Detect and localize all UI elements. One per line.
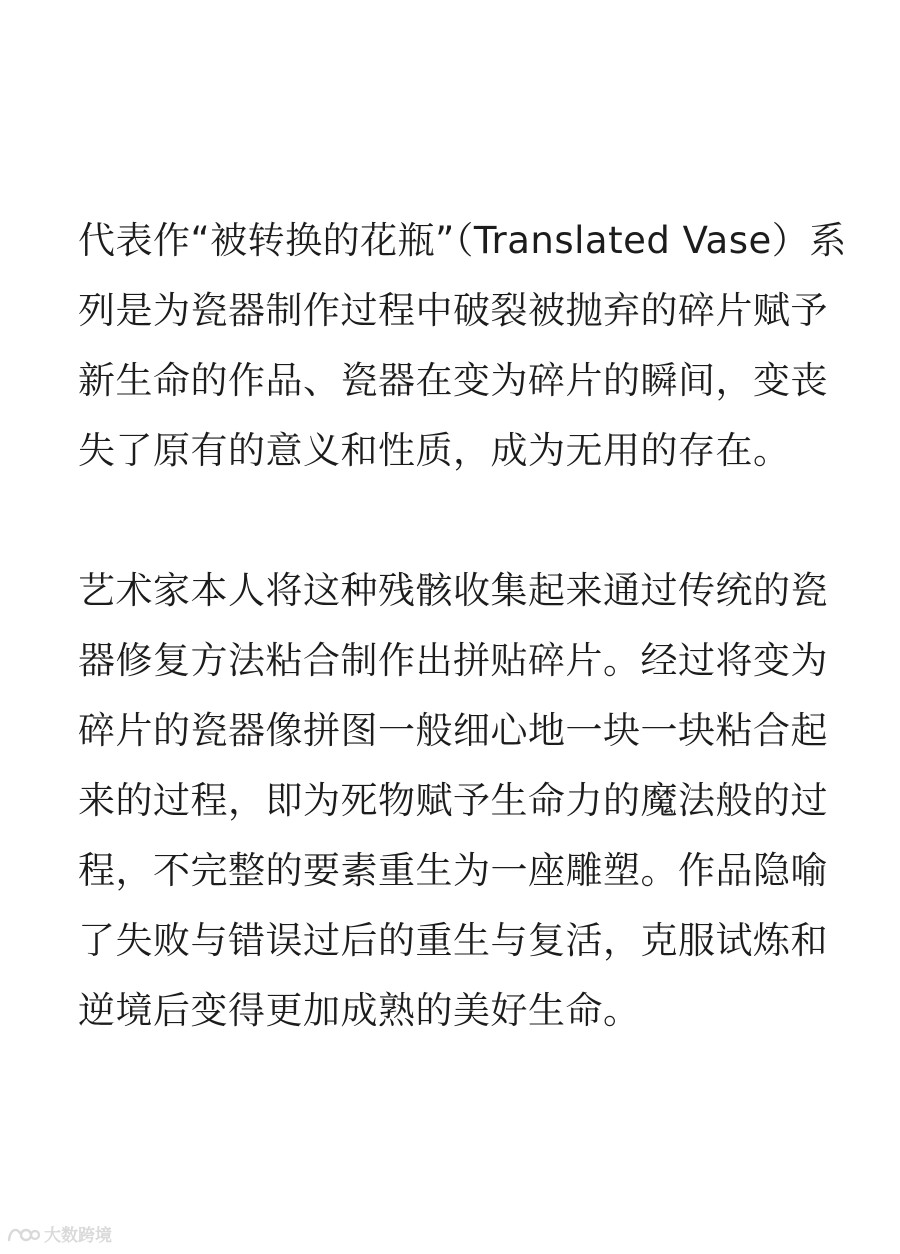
text-line: 代表作“被转换的花瓶”（Translated Vase）系	[78, 219, 847, 262]
text-line: 器修复方法粘合制作出拼贴碎片。经过将变为	[78, 639, 828, 682]
watermark	[6, 1221, 112, 1246]
paragraph-artist-process	[78, 556, 828, 1046]
brand-logo-icon	[6, 1224, 40, 1244]
watermark-text: 大数跨境	[44, 1226, 112, 1246]
text-line: 逆境后变得更加成熟的美好生命。	[78, 989, 641, 1032]
text-line: 碎片的瓷器像拼图一般细心地一块一块粘合起	[78, 709, 828, 752]
text-line: 失了原有的意义和性质，成为无用的存在。	[78, 429, 791, 472]
text-line: 列是为瓷器制作过程中破裂被抛弃的碎片赋予	[78, 289, 828, 332]
text-line: 程，不完整的要素重生为一座雕塑。作品隐喻	[78, 849, 828, 892]
text-line: 来的过程，即为死物赋予生命力的魔法般的过	[78, 779, 828, 822]
text-line: 艺术家本人将这种残骸收集起来通过传统的瓷	[78, 569, 828, 612]
article-body	[78, 206, 847, 1046]
paragraph-translated-vase	[78, 206, 847, 486]
text-line: 新生命的作品、瓷器在变为碎片的瞬间，变丧	[78, 359, 828, 402]
text-line: 了失败与错误过后的重生与复活，克服试炼和	[78, 919, 828, 962]
